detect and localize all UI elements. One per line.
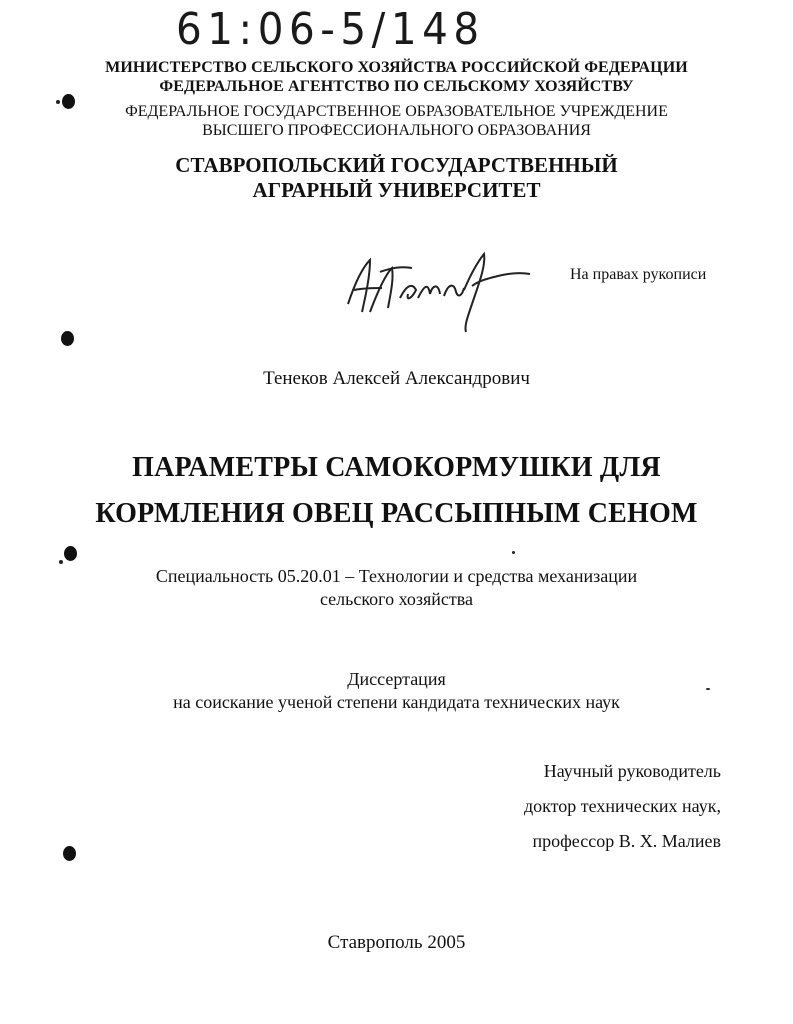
institution-line-1: ФЕДЕРАЛЬНОЕ ГОСУДАРСТВЕННОЕ ОБРАЗОВАТЕЛЬНОЕ УЧРЕЖДЕНИЕ: [125, 103, 668, 120]
title-line-1: ПАРАМЕТРЫ САМОКОРМУШКИ ДЛЯ: [132, 452, 661, 483]
title-line-2: КОРМЛЕНИЯ ОВЕЦ РАССЫПНЫМ СЕНОМ: [95, 498, 698, 529]
supervisor-line-1: Научный руководитель: [543, 761, 721, 781]
dissertation-line-2: на соискание ученой степени кандидата технических наук: [173, 692, 620, 712]
specialty-line-1: Специальность 05.20.01 – Технологии и средства механизации: [155, 566, 638, 586]
specialty-line-2: сельского хозяйства: [319, 589, 474, 609]
university-line-2: АГРАРНЫЙ УНИВЕРСИТЕТ: [252, 178, 541, 202]
scan-speck: [706, 688, 710, 690]
city-year: Ставрополь 2005: [327, 932, 466, 953]
punch-hole-mark: [64, 546, 77, 561]
scan-speck: [56, 100, 60, 104]
scan-speck: [512, 551, 515, 554]
supervisor-line-2: доктор технических наук,: [524, 796, 721, 816]
institution-line-2: ВЫСШЕГО ПРОФЕССИОНАЛЬНОГО ОБРАЗОВАНИЯ: [202, 122, 591, 139]
rights-note: На правах рукописи: [570, 266, 707, 283]
ministry-line-1: МИНИСТЕРСТВО СЕЛЬСКОГО ХОЗЯЙСТВА РОССИЙСКОЙ ФЕДЕРАЦИИ: [105, 59, 688, 76]
scan-speck: [59, 560, 63, 564]
dissertation-line-1: Диссертация: [347, 669, 446, 689]
punch-hole-mark: [62, 94, 75, 109]
punch-hole-mark: [63, 846, 76, 861]
author-signature: [340, 246, 540, 338]
ministry-line-2: ФЕДЕРАЛЬНОЕ АГЕНТСТВО ПО СЕЛЬСКОМУ ХОЗЯЙСТВУ: [159, 78, 634, 95]
punch-hole-mark: [61, 331, 74, 346]
author-name: Тенеков Алексей Александрович: [263, 368, 530, 389]
archive-number-handwritten: 61:06-5/148: [176, 4, 485, 55]
university-line-1: СТАВРОПОЛЬСКИЙ ГОСУДАРСТВЕННЫЙ: [175, 153, 618, 177]
supervisor-line-3: профессор В. Х. Малиев: [532, 831, 721, 851]
